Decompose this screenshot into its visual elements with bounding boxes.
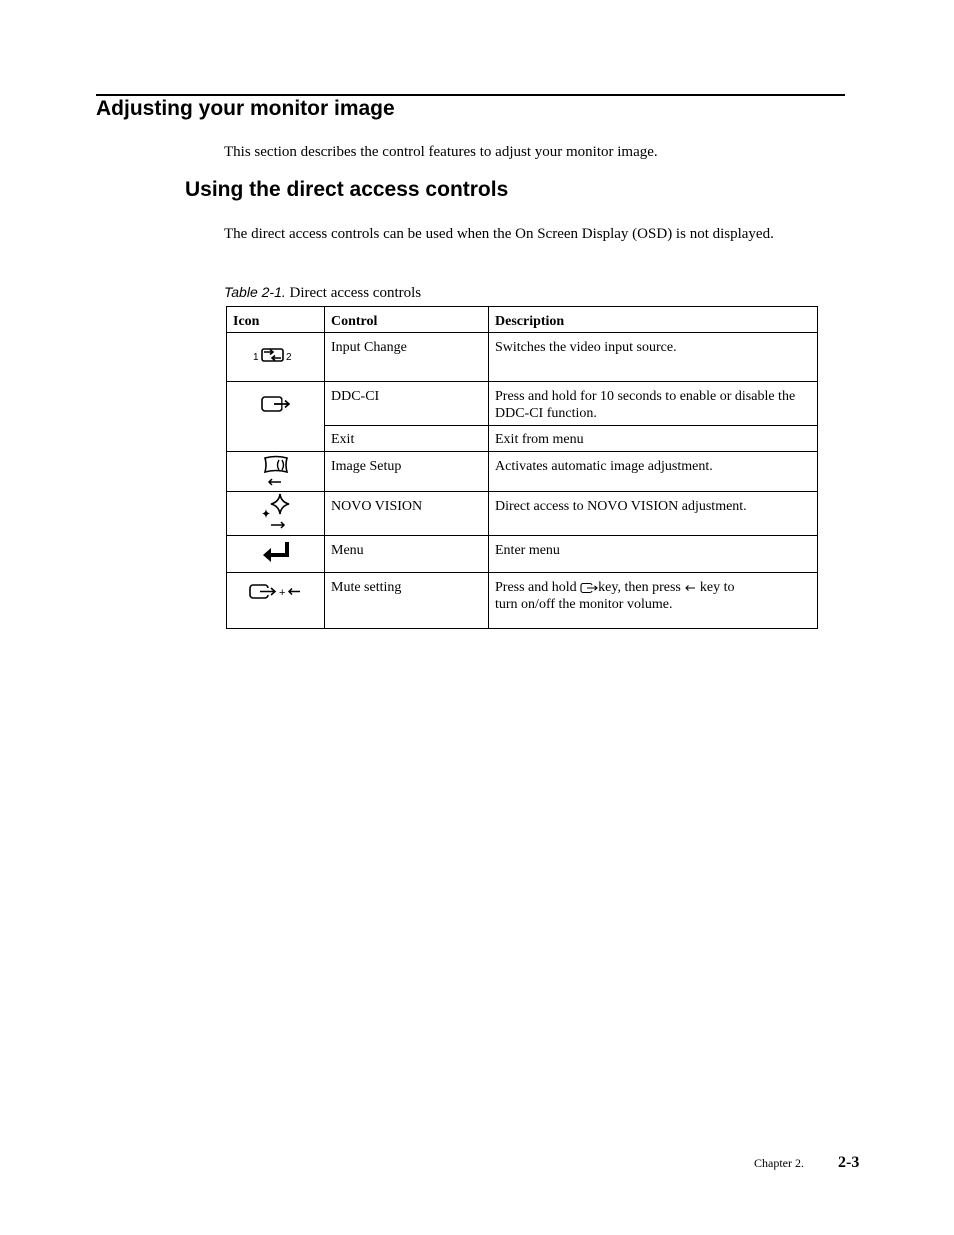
novo-vision-icon (227, 492, 325, 536)
menu-enter-icon (227, 536, 325, 573)
section-title: Adjusting your monitor image (96, 97, 395, 120)
table-caption (224, 284, 421, 302)
svg-text:2: 2 (285, 351, 292, 363)
description-exit: Exit from menu (489, 426, 818, 452)
exit-icon (227, 382, 325, 452)
table-header-row (227, 307, 818, 333)
table-row (227, 536, 818, 573)
control-exit: Exit (325, 426, 489, 452)
section-intro: This section describes the control features to adjust your monitor image. (224, 144, 658, 160)
header-icon: Icon (227, 307, 325, 333)
left-arrow-icon (684, 583, 696, 593)
page-footer (754, 1154, 860, 1171)
subsection-text: The direct access controls can be used when the On Screen Display (OSD) is not displayed. (224, 226, 774, 242)
table-row (227, 492, 818, 536)
table-row (227, 452, 818, 492)
exit-key-icon (580, 582, 598, 594)
footer-chapter: Chapter 2. (754, 1156, 804, 1170)
mute-desc-part-2: key, then press (598, 580, 681, 595)
subsection-title: Using the direct access controls (185, 178, 509, 201)
control-menu: Menu (325, 536, 489, 573)
mute-desc-part-1: Press and hold (495, 580, 577, 595)
footer-page-number: 2-3 (838, 1154, 860, 1171)
mute-desc-part-4: turn on/off the monitor volume. (495, 597, 673, 612)
section-rule (96, 94, 845, 96)
header-description: Description (489, 307, 818, 333)
description-menu: Enter menu (489, 536, 818, 573)
mute-desc-part-3: key to (699, 580, 735, 595)
control-ddc-ci: DDC-CI (325, 382, 489, 426)
description-input-change: Switches the video input source. (489, 333, 818, 382)
description-image-setup: Activates automatic image adjustment. (489, 452, 818, 492)
control-input-change: Input Change (325, 333, 489, 382)
description-mute-setting (489, 573, 818, 629)
mute-icon (227, 573, 325, 629)
control-novo-vision: NOVO VISION (325, 492, 489, 536)
table-caption-label: Table 2-1. (224, 284, 286, 300)
control-mute-setting: Mute setting (325, 573, 489, 629)
table-caption-text: Direct access controls (289, 285, 422, 301)
description-ddc-ci: Press and hold for 10 seconds to enable or disable the DDC-CI function. (489, 382, 818, 426)
header-control: Control (325, 307, 489, 333)
direct-access-table (226, 306, 818, 629)
control-image-setup: Image Setup (325, 452, 489, 492)
description-novo-vision: Direct access to NOVO VISION adjustment. (489, 492, 818, 536)
table-row (227, 573, 818, 629)
table-row (227, 333, 818, 382)
image-setup-icon (227, 452, 325, 492)
svg-text:+: + (278, 587, 285, 599)
input-change-icon (227, 333, 325, 382)
table-row (227, 382, 818, 426)
svg-text:1: 1 (252, 351, 259, 363)
